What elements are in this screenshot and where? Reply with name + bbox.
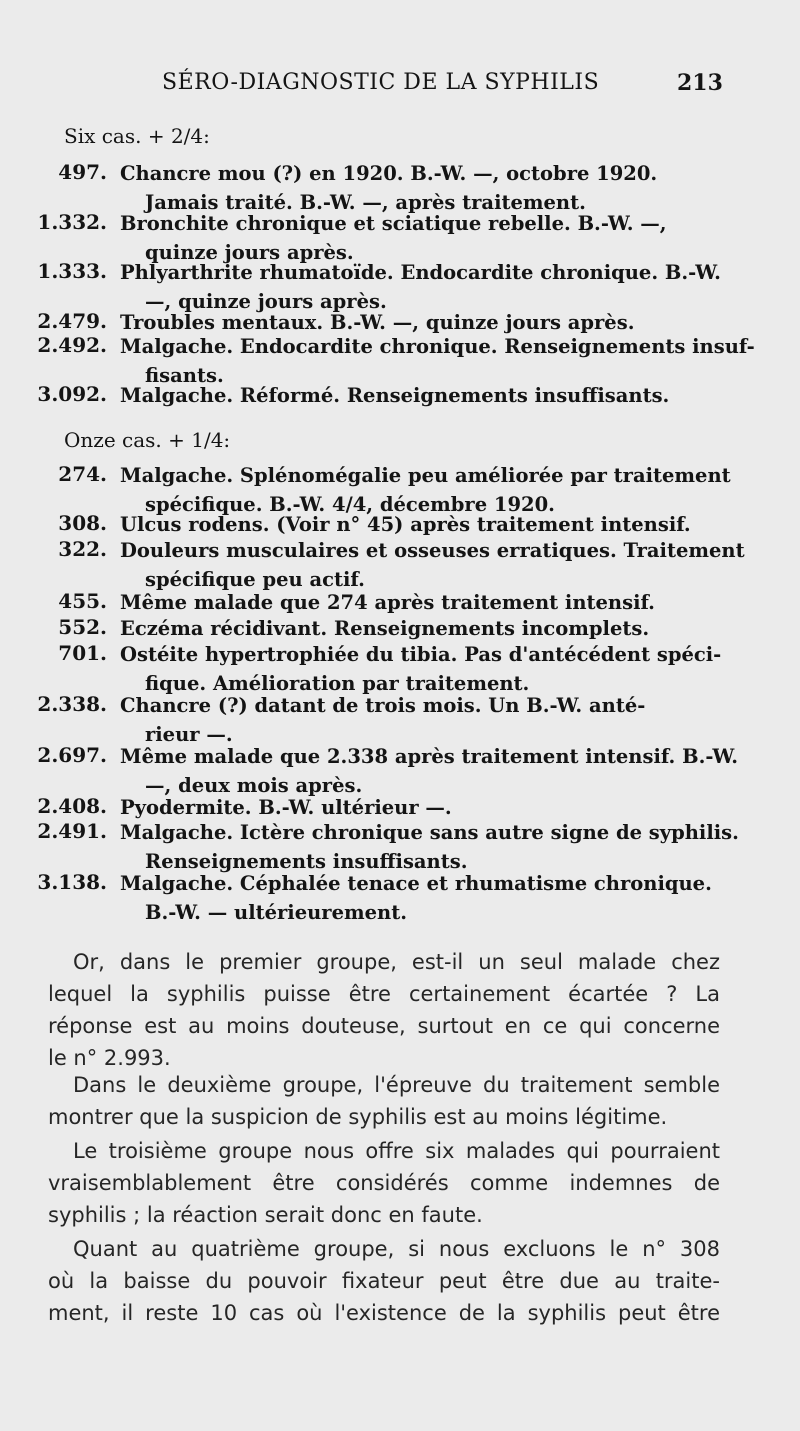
case-line: quinze jours après. xyxy=(145,240,354,264)
case-line: Chancre mou (?) en 1920. B.-W. —, octobre 1920. xyxy=(120,162,658,185)
group-heading: Six cas. + 2/4: xyxy=(64,124,210,148)
case-line: Douleurs musculaires et osseuses erratiques. Traitement xyxy=(120,539,745,562)
case-number: 308. xyxy=(58,511,107,535)
case-line: Troubles mentaux. B.-W. —, quinze jours après. xyxy=(120,311,635,334)
case-line: Malgache. Splénomégalie peu améliorée par traitement xyxy=(120,464,731,487)
paragraph-line: lequel la syphilis puisse être certainement écartée ? La xyxy=(48,982,720,1006)
case-line: Malgache. Réformé. Renseignements insuffisants. xyxy=(120,384,670,407)
group-heading: Onze cas. + 1/4: xyxy=(64,428,231,452)
case-line: Ulcus rodens. (Voir n° 45) après traitement intensif. xyxy=(120,513,691,536)
case-number: 2.338. xyxy=(37,692,107,716)
case-text xyxy=(120,743,739,800)
case-line: —, quinze jours après. xyxy=(145,289,387,313)
case-line: Chancre (?) datant de trois mois. Un B.-W. anté- xyxy=(120,694,646,717)
case-line: Pyodermite. B.-W. ultérieur —. xyxy=(120,796,452,819)
case-line: fique. Amélioration par traitement. xyxy=(145,671,530,695)
running-title: SÉRO-DIAGNOSTIC DE LA SYPHILIS xyxy=(162,70,600,95)
case-line: spécifique peu actif. xyxy=(145,567,365,591)
case-text xyxy=(120,615,720,644)
case-number: 2.479. xyxy=(37,309,107,333)
case-number: 3.092. xyxy=(37,382,107,406)
case-line: B.-W. — ultérieurement. xyxy=(145,900,407,924)
case-line: —, deux mois après. xyxy=(145,773,363,797)
body-paragraph xyxy=(48,1069,720,1133)
case-number: 274. xyxy=(58,462,107,486)
paragraph-line: ment, il reste 10 cas où l'existence de la syphilis peut être xyxy=(48,1301,720,1325)
page-number: 213 xyxy=(677,70,723,96)
case-text xyxy=(120,259,720,316)
paragraph-line: vraisemblablement être considérés comme indemnes de xyxy=(48,1171,720,1195)
body-paragraph xyxy=(48,1135,720,1231)
case-number: 3.138. xyxy=(37,870,107,894)
case-line: Ostéite hypertrophiée du tibia. Pas d'antécédent spéci- xyxy=(120,643,722,666)
case-number: 701. xyxy=(58,641,107,665)
paragraph-line: Dans le deuxième groupe, l'épreuve du traitement semble xyxy=(73,1073,720,1097)
case-number: 322. xyxy=(58,537,107,561)
paragraph-line: où la baisse du pouvoir fixateur peut être due au traite- xyxy=(48,1269,720,1293)
case-text xyxy=(120,589,720,618)
case-number: 2.697. xyxy=(37,743,107,767)
case-text xyxy=(120,537,745,594)
case-line: Jamais traité. B.-W. —, après traitement. xyxy=(145,190,586,214)
case-number: 2.492. xyxy=(37,333,107,357)
case-line: Même malade que 2.338 après traitement intensif. B.-W. xyxy=(120,745,739,768)
paragraph-line: syphilis ; la réaction serait donc en faute. xyxy=(48,1203,483,1227)
case-number: 1.333. xyxy=(37,259,107,283)
case-number: 2.491. xyxy=(37,819,107,843)
case-line: Phlyarthrite rhumatoïde. Endocardite chronique. B.-W. xyxy=(120,261,721,284)
case-text xyxy=(120,160,720,217)
case-number: 2.408. xyxy=(37,794,107,818)
case-number: 1.332. xyxy=(37,210,107,234)
paragraph-line: réponse est au moins douteuse, surtout en ce qui concerne xyxy=(48,1014,720,1038)
case-line: fisants. xyxy=(145,363,224,387)
case-line: Malgache. Ictère chronique sans autre signe de syphilis. xyxy=(120,821,739,844)
case-line: Renseignements insuffisants. xyxy=(145,849,468,873)
case-text xyxy=(120,511,720,540)
case-line: Même malade que 274 après traitement intensif. xyxy=(120,591,655,614)
paragraph-line: Quant au quatrième groupe, si nous excluons le n° 308 xyxy=(73,1237,720,1261)
case-text xyxy=(120,382,720,411)
case-line: Malgache. Céphalée tenace et rhumatisme chronique. xyxy=(120,872,712,895)
case-text xyxy=(120,692,720,749)
body-paragraph xyxy=(48,1233,720,1329)
case-line: Eczéma récidivant. Renseignements incomplets. xyxy=(120,617,650,640)
paragraph-line: montrer que la suspicion de syphilis est au moins légitime. xyxy=(48,1105,668,1129)
page-header xyxy=(0,70,800,110)
case-number: 497. xyxy=(58,160,107,184)
paragraph-line: Le troisième groupe nous offre six malades qui pourraient xyxy=(73,1139,720,1163)
paragraph-line: le n° 2.993. xyxy=(48,1046,171,1070)
body-paragraph xyxy=(48,946,720,1074)
paragraph-line: Or, dans le premier groupe, est-il un seul malade chez xyxy=(73,950,720,974)
case-line: Bronchite chronique et sciatique rebelle. B.-W. —, xyxy=(120,212,667,235)
case-line: rieur —. xyxy=(145,722,233,746)
case-text xyxy=(120,870,720,927)
case-number: 552. xyxy=(58,615,107,639)
case-line: Malgache. Endocardite chronique. Renseignements insuf- xyxy=(120,335,755,358)
case-line: spécifique. B.-W. 4/4, décembre 1920. xyxy=(145,492,555,516)
case-text xyxy=(120,641,720,698)
case-text xyxy=(120,819,739,876)
case-number: 455. xyxy=(58,589,107,613)
